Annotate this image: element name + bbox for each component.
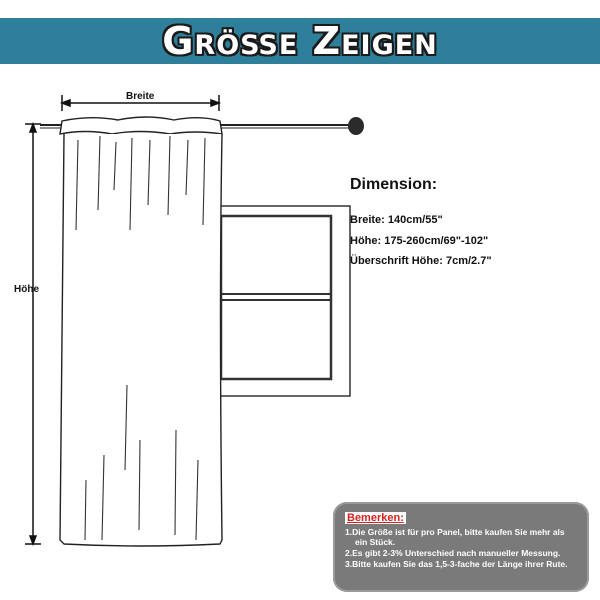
note-item: 2.Es gibt 2-3% Unterschied nach manueller Messung. [345,548,561,558]
width-label: Breite [126,91,155,102]
spec-header-height: Überschrift Höhe: 7cm/2.7" [350,255,492,267]
note-item: 1.Die Größe ist für pro Panel, bitte kaufen Sie mehr als ein Stück. [345,527,565,547]
spec-width: Breite: 140cm/55" [350,214,443,226]
notes-heading: Bemerken: [347,512,404,524]
height-dimension-line [25,124,41,544]
dimension-title: Dimension: [350,176,438,193]
page-title: Größe Zeigen [162,19,438,63]
notes-list [345,527,579,569]
note-item: 3.Bitte kaufen Sie das 1,5-3-fache der Länge ihrer Rute. [345,559,568,569]
height-label: Höhe [14,284,39,295]
window-frame [219,206,350,396]
spec-height: Höhe: 175-260cm/69"-102" [350,235,489,247]
notes-box [333,502,589,592]
